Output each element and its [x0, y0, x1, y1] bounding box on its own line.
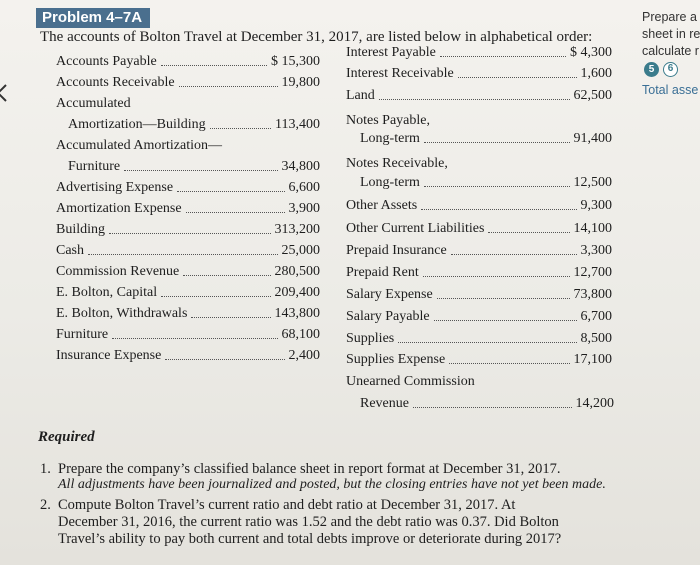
account-label-line: Notes Payable,: [346, 113, 430, 128]
chevron-left-icon[interactable]: [0, 84, 8, 102]
account-row: Supplies 8,500: [346, 331, 612, 346]
account-row: Furniture 34,800: [68, 159, 320, 174]
account-row: Other Current Liabilities 14,100: [346, 221, 612, 236]
account-row: Furniture 68,100: [56, 327, 320, 342]
account-row: Long-term 12,500: [360, 175, 612, 190]
account-label-line: Accumulated Amortization—: [56, 138, 223, 153]
account-row: Salary Expense 73,800: [346, 287, 612, 302]
account-row: Amortization—Building 113,400: [68, 117, 320, 132]
side-note-line: calculate r: [642, 44, 699, 58]
objective-circle-icon: 5: [644, 62, 659, 77]
account-row: Advertising Expense 6,600: [56, 180, 320, 195]
account-row: Supplies Expense 17,100: [346, 352, 612, 367]
account-row: Accounts Receivable 19,800: [56, 75, 320, 90]
objective-circle-icon: 6: [663, 62, 678, 77]
textbook-page: Problem 4–7A The accounts of Bolton Travel at December 31, 2017, are listed below in alphabetical order: Accounts Payable $ 15,300 Accounts Receivable 19,800 Accumulated Amortization—Building 113,400 Accumulated Amortization— Furniture 34,800 Advertising Expense 6,600 Amortization Expense 3,900 Building 313,200 Cash 25,000 Commission Revenue 280,500 E. Bolton, Capital 209,400 E. Bolton, Withdrawals 143,800 Furniture 68,100 Insurance Expense 2,400 Interest Payable $ 4,300 Interest Receivable 1,600 Land 62,500 Notes Payable, Long-term 91,400 Notes Receivable, Long-term 12,500 Other Assets 9,300 Other Current Liabilities 14,100 Prepaid Insurance 3,300 Prepaid Rent 12,700 Salary Expense 73,800 Salary Payable 6,700 Supplies 8,500 Supplies Expense 17,100 Unearned Commission Revenue 14,200 Prepare a sheet in re calculate r 5 6 Total asse Required 1. Prepare the company’s classified balance sheet in report format at December 31, 2017. All adjustments have been journalized and posted, but the closing entries have not yet been made. 2. Compute Bolton Travel’s current ratio and debt ratio at December 31, 2017. At December 31, 2016, the current ratio was 1.52 and the debt ratio was 0.37. Did Bolton Travel’s ability to pay both current and total debts improve or deteriorate during 2017?: [0, 0, 700, 565]
account-row: Prepaid Insurance 3,300: [346, 243, 612, 258]
account-row: E. Bolton, Withdrawals 143,800: [56, 306, 320, 321]
side-note-line: Prepare a: [642, 10, 697, 24]
account-row: Prepaid Rent 12,700: [346, 265, 612, 280]
account-label-line: Notes Receivable,: [346, 156, 448, 171]
account-row: Insurance Expense 2,400: [56, 348, 320, 363]
account-label-line: Unearned Commission: [346, 374, 475, 389]
account-row: Building 313,200: [56, 222, 320, 237]
account-row: Commission Revenue 280,500: [56, 264, 320, 279]
account-row: Land 62,500: [346, 88, 612, 103]
account-row: E. Bolton, Capital 209,400: [56, 285, 320, 300]
account-row: Other Assets 9,300: [346, 198, 612, 213]
account-row: Interest Payable $ 4,300: [346, 45, 612, 60]
account-row: Revenue 14,200: [360, 396, 614, 411]
side-note-line: Total asse: [642, 83, 699, 97]
account-row: Long-term 91,400: [360, 131, 612, 146]
account-row: Amortization Expense 3,900: [56, 201, 320, 216]
account-row: Cash 25,000: [56, 243, 320, 258]
problem-header: Problem 4–7A: [36, 8, 150, 28]
account-row: Salary Payable 6,700: [346, 309, 612, 324]
account-label-line: Accumulated: [56, 96, 131, 111]
required-title: Required: [38, 429, 95, 445]
account-row: Interest Receivable 1,600: [346, 66, 612, 81]
side-note-line: sheet in re: [642, 27, 700, 41]
account-row: Accounts Payable $ 15,300: [56, 54, 320, 69]
problem-intro: The accounts of Bolton Travel at December 31, 2017, are listed below in alphabetical order:: [40, 29, 593, 45]
